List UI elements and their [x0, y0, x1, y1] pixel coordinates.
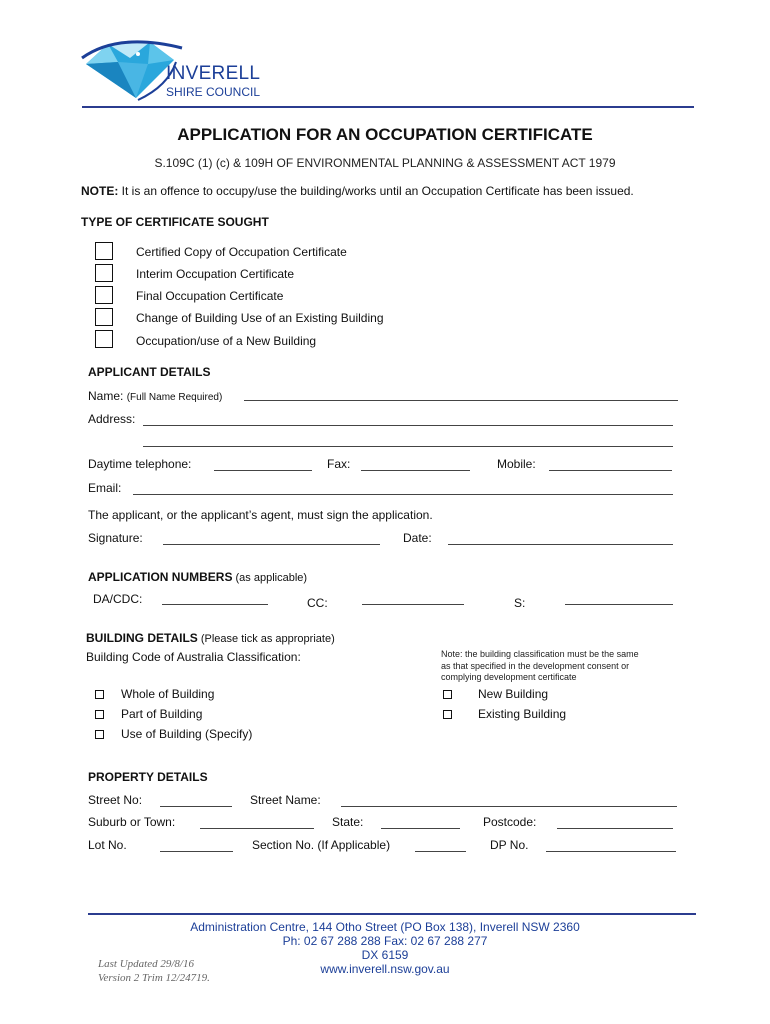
note-text: It is an offence to occupy/use the building/works until an Occupation Certificate has been issued.	[118, 184, 634, 198]
part-building-checkbox[interactable]	[95, 710, 104, 719]
certificate-type-heading: TYPE OF CERTIFICATE SOUGHT	[81, 215, 269, 229]
date-field[interactable]	[448, 544, 673, 545]
section-label: Section No. (If Applicable)	[252, 838, 391, 852]
s-label: S:	[514, 596, 526, 610]
street-name-label: Street Name:	[250, 793, 321, 807]
dp-label: DP No.	[490, 838, 529, 852]
suburb-label: Suburb or Town:	[88, 815, 176, 829]
s-field[interactable]	[565, 604, 673, 605]
existing-building-label: Existing Building	[478, 707, 567, 721]
page-title: APPLICATION FOR AN OCCUPATION CERTIFICATE	[177, 125, 593, 144]
dacdc-label: DA/CDC:	[93, 592, 143, 606]
date-label: Date:	[403, 531, 432, 545]
phone-label: Daytime telephone:	[88, 457, 192, 471]
state-label: State:	[332, 815, 364, 829]
signature-field[interactable]	[163, 544, 380, 545]
whole-building-label: Whole of Building	[121, 687, 215, 701]
footer-website[interactable]: www.inverell.nsw.gov.au	[320, 962, 450, 976]
app-numbers-title: APPLICATION NUMBERS	[88, 570, 233, 584]
offence-note	[81, 184, 634, 198]
fax-label: Fax:	[327, 457, 351, 471]
name-field[interactable]	[244, 400, 678, 401]
email-label: Email:	[88, 481, 122, 495]
fax-field[interactable]	[361, 470, 470, 471]
building-hint: (Please tick as appropriate)	[197, 633, 335, 645]
postcode-field[interactable]	[557, 828, 673, 829]
classification-note	[441, 649, 639, 684]
state-field[interactable]	[381, 828, 460, 829]
org-sub: SHIRE COUNCIL	[166, 85, 261, 99]
sign-note: The applicant, or the applicant’s agent, must sign the application.	[88, 508, 433, 522]
section-field[interactable]	[415, 851, 466, 852]
org-name: INVERELL	[166, 63, 261, 84]
lot-field[interactable]	[160, 851, 233, 852]
footer-address: Administration Centre, 144 Otho Street (PO Box 138), Inverell NSW 2360	[190, 920, 580, 934]
classification-note-line: as that specified in the development consent or	[441, 660, 630, 671]
note-label: NOTE:	[81, 184, 119, 198]
header-rule	[82, 106, 694, 108]
interim-label: Interim Occupation Certificate	[136, 267, 295, 281]
signature-label: Signature:	[88, 531, 143, 545]
page-subtitle: S.109C (1) (c) & 109H OF ENVIRONMENTAL PLANNING & ASSESSMENT ACT 1979	[154, 156, 616, 170]
use-building-checkbox[interactable]	[95, 730, 104, 739]
building-heading	[86, 629, 335, 647]
change-of-use-checkbox[interactable]	[95, 308, 113, 326]
version-info: Version 2 Trim 12/24719.	[98, 972, 210, 984]
classification-note-line: complying development certificate	[441, 672, 577, 682]
address-field-line-1[interactable]	[143, 425, 673, 426]
certified-copy-label: Certified Copy of Occupation Certificate	[136, 245, 347, 259]
dacdc-field[interactable]	[162, 604, 268, 605]
name-label	[88, 389, 222, 403]
change-of-use-label: Change of Building Use of an Existing Building	[136, 311, 384, 325]
app-numbers-hint: (as applicable)	[232, 572, 308, 584]
app-numbers-heading	[88, 568, 307, 586]
final-label: Final Occupation Certificate	[136, 289, 284, 303]
interim-checkbox[interactable]	[95, 264, 113, 282]
address-field-line-2[interactable]	[143, 446, 673, 447]
whole-building-checkbox[interactable]	[95, 690, 104, 699]
new-building-label: New Building	[478, 687, 549, 701]
footer-dx: DX 6159	[361, 948, 409, 962]
street-name-field[interactable]	[341, 806, 677, 807]
name-hint: (Full Name Required)	[126, 392, 223, 403]
lot-label: Lot No.	[88, 838, 127, 852]
address-label: Address:	[88, 412, 136, 426]
part-building-label: Part of Building	[121, 707, 203, 721]
mobile-field[interactable]	[549, 470, 672, 471]
new-building-use-label: Occupation/use of a New Building	[136, 334, 317, 348]
street-no-field[interactable]	[160, 806, 232, 807]
certified-copy-checkbox[interactable]	[95, 242, 113, 260]
name-label-text: Name:	[88, 389, 127, 403]
email-field[interactable]	[133, 494, 673, 495]
suburb-field[interactable]	[200, 828, 314, 829]
existing-building-checkbox[interactable]	[443, 710, 452, 719]
dp-field[interactable]	[546, 851, 676, 852]
cc-field[interactable]	[362, 604, 464, 605]
footer-rule	[88, 913, 696, 915]
mobile-label: Mobile:	[497, 457, 536, 471]
new-building-checkbox[interactable]	[443, 690, 452, 699]
classification-note-line: Note: the building classification must be the same	[441, 649, 639, 659]
cc-label: CC:	[307, 596, 328, 610]
footer-phone: Ph: 02 67 288 288 Fax: 02 67 288 277	[282, 934, 488, 948]
postcode-label: Postcode:	[483, 815, 537, 829]
phone-field[interactable]	[214, 470, 312, 471]
last-updated: Last Updated 29/8/16	[98, 958, 194, 970]
building-title: BUILDING DETAILS	[86, 631, 198, 645]
property-heading: PROPERTY DETAILS	[88, 770, 208, 784]
applicant-heading: APPLICANT DETAILS	[88, 365, 211, 379]
new-building-use-checkbox[interactable]	[95, 330, 113, 348]
use-building-label: Use of Building (Specify)	[121, 727, 253, 741]
final-checkbox[interactable]	[95, 286, 113, 304]
street-no-label: Street No:	[88, 793, 143, 807]
bca-label: Building Code of Australia Classification:	[86, 650, 301, 664]
